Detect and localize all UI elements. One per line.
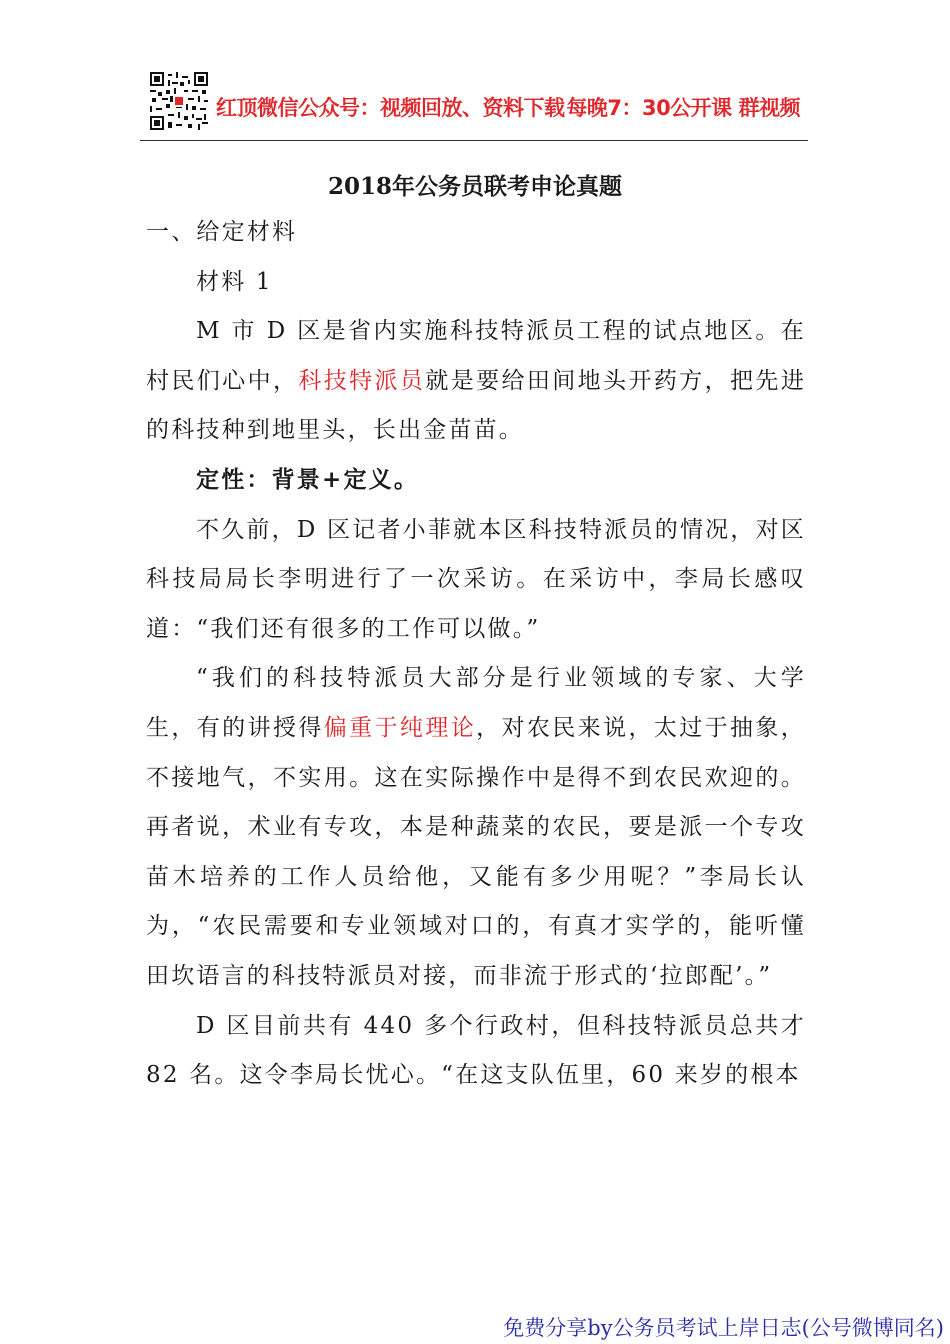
material-label: 材料 1	[196, 268, 273, 295]
highlight-keyword: 科技特派员	[298, 367, 426, 394]
paragraph-2: 不久前，D 区记者小菲就本区科技特派员的情况，对区科技局局长李明进行了一次采访。在采访中，李局长感叹道：“我们还有很多的工作可以做。”	[146, 516, 806, 642]
paragraph-3-text-b: ，对农民来说，太过于抽象，不接地气，不实用。这在实际操作中是得不到农民欢迎的。再者说，术业有专攻，本是种蔬菜的农民，要是派一个专攻苗木培养的工作人员给他，又能有多少用呢？”李局长认为，“农民需要和专业领域对口的，有真才实学的，能听懂田坎语言的科技特派员对接，而非流于形式的‘拉郎配’。”	[146, 714, 807, 989]
paragraph-4: D 区目前共有 440 多个行政村，但科技特派员总共才 82 名。这令李局长忧心。“在这支队伍里，60 来岁的根本	[146, 1012, 806, 1089]
footer-credit: 免费分享by公务员考试上岸日志(公号微博同名)	[503, 1316, 944, 1340]
page-title: 2018年公务员联考申论真题	[327, 173, 622, 200]
section-heading: 一、给定材料	[146, 219, 298, 245]
paragraph-3	[146, 654, 806, 1001]
header-class-time-text: 每晚7：30公开课 群视频	[566, 96, 800, 120]
page-header	[140, 70, 808, 141]
paragraph-3-text-a: “我们的科技特派员大部分是行业领域的专家、大学生，有的讲授得	[146, 665, 806, 741]
highlight-phrase: 偏重于纯理论	[323, 714, 477, 741]
paragraph-1-text-b: 就是要给田间地头开药方，把先进的科技种到地里头，长出金苗苗。	[146, 367, 807, 444]
paragraph-1-text-a: M 市 D 区是省内实施科技特派员工程的试点地区。在村民们心中，	[146, 318, 806, 394]
document-body	[146, 208, 806, 1101]
paragraph-1	[146, 307, 806, 456]
annotation-note: 定性：背景+定义。	[196, 466, 420, 493]
header-wechat-text: 红顶微信公众号：视频回放、资料下载	[216, 96, 565, 120]
qr-code-icon	[150, 72, 208, 130]
